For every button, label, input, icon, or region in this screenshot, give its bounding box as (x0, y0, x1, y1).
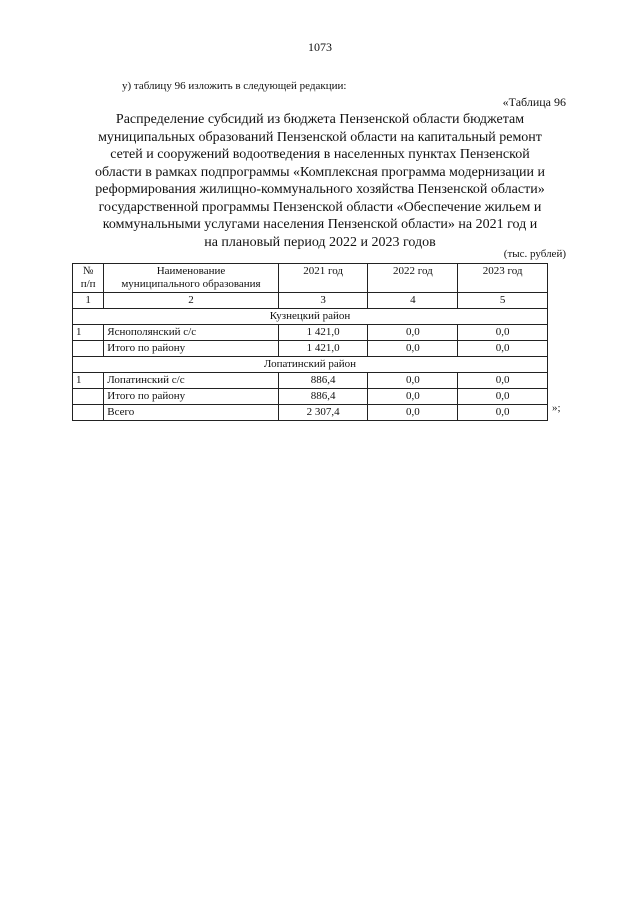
colnum-1: 1 (73, 293, 104, 309)
title-line: государственной программы Пензенской области «Обеспечение жильем и (98, 199, 542, 215)
title-line: области в рамках подпрограммы «Комплексная программа модернизации и (94, 164, 546, 180)
header-2021: 2021 год (278, 264, 368, 293)
colnum-2: 2 (104, 293, 278, 309)
row-2023: 0,0 (458, 389, 548, 405)
district-total-row (73, 341, 548, 357)
row-2022: 0,0 (368, 341, 458, 357)
header-num-line2: п/п (80, 278, 96, 290)
header-name (104, 264, 278, 293)
title-line: коммунальными услугами населения Пензенской области» на 2021 год и (102, 217, 538, 232)
colnum-3: 3 (278, 293, 368, 309)
header-name-line2: муниципального образования (121, 278, 261, 290)
row-num (73, 341, 104, 357)
row-2022: 0,0 (368, 389, 458, 405)
subsidy-table (72, 263, 548, 421)
table-header-row (73, 264, 548, 293)
row-num: 1 (73, 373, 104, 389)
header-name-line1: Наименование (156, 265, 226, 277)
table-row (73, 373, 548, 389)
row-name: Всего (104, 405, 278, 421)
grand-total-row (73, 405, 548, 421)
row-num (73, 389, 104, 405)
table-title (70, 111, 570, 251)
district-row (73, 309, 548, 325)
row-name: Итого по району (104, 341, 278, 357)
title-line: реформирования жилищно-коммунального хозяйства Пензенской области» (95, 182, 545, 197)
row-2022: 0,0 (368, 405, 458, 421)
column-number-row (73, 293, 548, 309)
row-2021: 1 421,0 (278, 325, 368, 341)
row-2023: 0,0 (458, 325, 548, 341)
district-name: Лопатинский район (73, 357, 548, 373)
title-line: Распределение субсидий из бюджета Пензенской области бюджетам (115, 112, 525, 127)
header-num-line1: № (82, 265, 94, 277)
row-num: 1 (73, 325, 104, 341)
row-name: Яснополянский с/с (104, 325, 278, 341)
row-2021: 886,4 (278, 389, 368, 405)
row-2021: 1 421,0 (278, 341, 368, 357)
district-name: Кузнецкий район (73, 309, 548, 325)
title-line: муниципальных образований Пензенской области на капитальный ремонт (98, 129, 542, 145)
table-row (73, 325, 548, 341)
row-2023: 0,0 (458, 341, 548, 357)
title-line: сетей и сооружений водоотведения в населенных пунктах Пензенской (110, 147, 530, 162)
colnum-4: 4 (368, 293, 458, 309)
row-2022: 0,0 (368, 325, 458, 341)
title-line: на плановый период 2022 и 2023 годов (204, 234, 436, 250)
row-2021: 886,4 (278, 373, 368, 389)
row-num (73, 405, 104, 421)
row-2023: 0,0 (458, 405, 548, 421)
header-2023: 2023 год (458, 264, 548, 293)
intro-text: у) таблицу 96 изложить в следующей редакции: (122, 80, 347, 92)
header-2022: 2022 год (368, 264, 458, 293)
colnum-5: 5 (458, 293, 548, 309)
table-reference: «Таблица 96 (502, 95, 566, 109)
district-row (73, 357, 548, 373)
closing-quote: »; (552, 402, 561, 414)
header-num (73, 264, 104, 293)
units-label: (тыс. рублей) (503, 248, 566, 260)
row-2023: 0,0 (458, 373, 548, 389)
district-total-row (73, 389, 548, 405)
row-2021: 2 307,4 (278, 405, 368, 421)
page-number: 1073 (308, 40, 332, 54)
row-name: Лопатинский с/с (104, 373, 278, 389)
row-2022: 0,0 (368, 373, 458, 389)
row-name: Итого по району (104, 389, 278, 405)
